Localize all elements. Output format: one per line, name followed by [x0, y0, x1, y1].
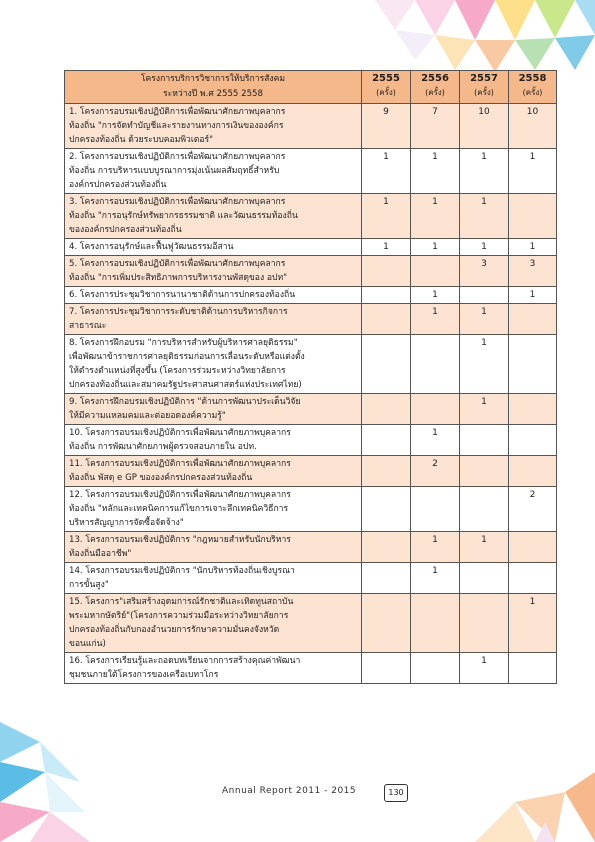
- table-title-line2: ระหว่างปี พ.ศ 2555 2558: [163, 89, 263, 99]
- year-label: 2557: [470, 73, 498, 84]
- count-cell: 1: [411, 149, 460, 194]
- count-cell: 1: [509, 594, 557, 653]
- year-label: 2556: [421, 73, 449, 84]
- project-name-cell: 11. โครงการอบรมเชิงปฏิบัติการเพื่อพัฒนาศักยภาพบุคลากร ท้องถิ่น พัสดุ e GP ขององค์กรปกครองส่วนท้องถิ่น: [65, 456, 362, 487]
- table-row: [65, 425, 557, 456]
- table-row: [65, 256, 557, 287]
- decorative-triangles-bottom-left: [0, 702, 90, 842]
- table-row: [65, 394, 557, 425]
- count-cell: 3: [509, 256, 557, 287]
- count-cell: 1: [411, 425, 460, 456]
- table-row: [65, 653, 557, 684]
- year-unit: (ครั้ง): [425, 88, 445, 97]
- project-name-cell: 3. โครงการอบรมเชิงปฏิบัติการเพื่อพัฒนาศักยภาพบุคลากร ท้องถิ่น "การอนุรักษ์ทรัพยากรธรรมชาติ และวัฒนธรรมท้องถิ่น ขององค์กรปกครองส่วนท้องถิ่น: [65, 194, 362, 239]
- count-cell: 1: [460, 394, 509, 425]
- table-row: [65, 532, 557, 563]
- count-cell: [460, 425, 509, 456]
- count-cell: [362, 287, 411, 304]
- count-cell: 1: [411, 532, 460, 563]
- year-unit: (ครั้ง): [522, 88, 543, 97]
- count-cell: 1: [509, 149, 557, 194]
- table-body: [65, 104, 557, 684]
- project-name-cell: 10. โครงการอบรมเชิงปฏิบัติการเพื่อพัฒนาศักยภาพบุคลากร ท้องถิ่น การพัฒนาศักยภาพผู้ตรวจสอบภายใน อปท.: [65, 425, 362, 456]
- count-cell: [509, 532, 557, 563]
- count-cell: 1: [460, 653, 509, 684]
- table-row: [65, 104, 557, 149]
- count-cell: 9: [362, 104, 411, 149]
- count-cell: [509, 563, 557, 594]
- table-row: [65, 594, 557, 653]
- count-cell: [362, 653, 411, 684]
- project-name-cell: 8. โครงการฝึกอบรม "การบริหารสำหรับผู้บริหารศาลยุติธรรม" เพื่อพัฒนาข้าราชการศาลยุติธรรมก่อนการเลื่อนระดับหรือแต่งตั้ง ให้ดำรงตำแหน่งที่สูงขึ้น (โครงการร่วมระหว่างวิทยาลัยการ ปกครองท้องถิ่นและสมาคมรัฐประศาสนศาสตร์แห่งประเทศไทย): [65, 335, 362, 394]
- count-cell: [411, 335, 460, 394]
- count-cell: 1: [460, 149, 509, 194]
- decorative-triangles-top-right: [355, 0, 595, 75]
- count-cell: 1: [460, 335, 509, 394]
- table-title-header: [65, 71, 362, 104]
- count-cell: [509, 425, 557, 456]
- table-title-line1: โครงการบริการวิชาการให้บริการสังคม: [140, 74, 286, 84]
- project-name-cell: 7. โครงการประชุมวิชาการระดับชาติด้านการบริหารกิจการ สาธารณะ: [65, 304, 362, 335]
- count-cell: [509, 194, 557, 239]
- year-header-2555: [362, 71, 411, 104]
- table-row: [65, 335, 557, 394]
- count-cell: [509, 304, 557, 335]
- count-cell: 10: [460, 104, 509, 149]
- count-cell: [509, 653, 557, 684]
- project-name-cell: 5. โครงการอบรมเชิงปฏิบัติการเพื่อพัฒนาศักยภาพบุคลากร ท้องถิ่น "การเพิ่มประสิทธิภาพการบริหารงานพัสดุของ อปท": [65, 256, 362, 287]
- count-cell: [460, 287, 509, 304]
- count-cell: [362, 456, 411, 487]
- count-cell: [362, 563, 411, 594]
- count-cell: [460, 456, 509, 487]
- year-header-2556: [411, 71, 460, 104]
- count-cell: 1: [362, 239, 411, 256]
- table-row: [65, 239, 557, 256]
- count-cell: [362, 532, 411, 563]
- project-name-cell: 12. โครงการอบรมเชิงปฏิบัติการเพื่อพัฒนาศักยภาพบุคลากร ท้องถิ่น "หลักและเทคนิคการแก้ไขการเจาะลึกเทคนิควิธีการ บริหารสัญญาการจัดซื้อจัดจ้าง": [65, 487, 362, 532]
- count-cell: [362, 425, 411, 456]
- count-cell: 1: [362, 149, 411, 194]
- count-cell: 1: [411, 287, 460, 304]
- count-cell: [509, 394, 557, 425]
- count-cell: 1: [509, 239, 557, 256]
- count-cell: 10: [509, 104, 557, 149]
- year-header-2558: [509, 71, 557, 104]
- project-name-cell: 9. โครงการฝึกอบรมเชิงปฏิบัติการ "ด้านการพัฒนาประเด็นวิจัย ให้มีความแหลมคมและต่อยอดองค์ความรู้": [65, 394, 362, 425]
- count-cell: [362, 487, 411, 532]
- table-row: [65, 304, 557, 335]
- count-cell: 1: [411, 304, 460, 335]
- project-name-cell: 2. โครงการอบรมเชิงปฏิบัติการเพื่อพัฒนาศักยภาพบุคลากร ท้องถิ่น การบริหารแบบบูรณาการมุ่งเน้นผลสัมฤทธิ์สำหรับ องค์กรปกครองส่วนท้องถิ่น: [65, 149, 362, 194]
- page-number: 130: [384, 784, 408, 802]
- count-cell: 1: [411, 194, 460, 239]
- count-cell: 1: [362, 194, 411, 239]
- count-cell: [411, 487, 460, 532]
- count-cell: [411, 653, 460, 684]
- table-row: [65, 563, 557, 594]
- count-cell: 3: [460, 256, 509, 287]
- count-cell: [362, 304, 411, 335]
- year-unit: (ครั้ง): [474, 88, 494, 97]
- project-name-cell: 16. โครงการเรียนรู้และถอดบทเรียนจากการสร้างคุณค่าพัฒนา ชุมชนภายใต้โครงการของเครือเบทาโกร: [65, 653, 362, 684]
- count-cell: [509, 456, 557, 487]
- count-cell: 1: [460, 532, 509, 563]
- count-cell: 2: [411, 456, 460, 487]
- year-label: 2555: [372, 73, 400, 84]
- count-cell: [362, 594, 411, 653]
- project-name-cell: 13. โครงการอบรมเชิงปฏิบัติการ "กฎหมายสำหรับนักบริหาร ท้องถิ่นมืออาชีพ": [65, 532, 362, 563]
- count-cell: 1: [460, 194, 509, 239]
- count-cell: [460, 563, 509, 594]
- count-cell: [362, 394, 411, 425]
- count-cell: [460, 487, 509, 532]
- count-cell: [411, 394, 460, 425]
- year-header-2557: [460, 71, 509, 104]
- count-cell: 1: [460, 239, 509, 256]
- project-name-cell: 6. โครงการประชุมวิชาการนานาชาติด้านการปกครองท้องถิ่น: [65, 287, 362, 304]
- project-name-cell: 4. โครงการอนุรักษ์และฟื้นฟูวัฒนธรรมอีสาน: [65, 239, 362, 256]
- count-cell: [460, 594, 509, 653]
- count-cell: [509, 335, 557, 394]
- services-table: [64, 70, 557, 684]
- count-cell: 1: [411, 239, 460, 256]
- project-name-cell: 1. โครงการอบรมเชิงปฏิบัติการเพื่อพัฒนาศักยภาพบุคลากร ท้องถิ่น "การจัดทำบัญชีและรายงานทางการเงินขององค์กร ปกครองท้องถิ่น ด้วยระบบคอมพิวเตอร์": [65, 104, 362, 149]
- project-name-cell: 15. โครงการ"เสริมสร้างอุดมการณ์รักชาติและเทิดทูนสถาบัน พระมหากษัตริย์"(โครงการความร่วมมือระหว่างวิทยาลัยการ ปกครองท้องถิ่นกับกองอำนวยการรักษาความมั่นคงจังหวัด ขอนแก่น): [65, 594, 362, 653]
- count-cell: 1: [460, 304, 509, 335]
- count-cell: 1: [411, 563, 460, 594]
- project-name-cell: 14. โครงการอบรมเชิงปฏิบัติการ "นักบริหารท้องถิ่นเชิงบูรณา การขั้นสูง": [65, 563, 362, 594]
- table-row: [65, 487, 557, 532]
- count-cell: [362, 256, 411, 287]
- decorative-triangles-bottom-right: [415, 752, 595, 842]
- report-footer-text: Annual Report 2011 - 2015: [222, 786, 357, 796]
- count-cell: [411, 594, 460, 653]
- table-row: [65, 149, 557, 194]
- count-cell: 1: [509, 287, 557, 304]
- count-cell: 2: [509, 487, 557, 532]
- table-row: [65, 287, 557, 304]
- year-label: 2558: [518, 73, 547, 84]
- count-cell: 7: [411, 104, 460, 149]
- table-header-row: [65, 71, 557, 104]
- table-row: [65, 194, 557, 239]
- count-cell: [362, 335, 411, 394]
- year-unit: (ครั้ง): [376, 88, 396, 97]
- count-cell: [411, 256, 460, 287]
- table-row: [65, 456, 557, 487]
